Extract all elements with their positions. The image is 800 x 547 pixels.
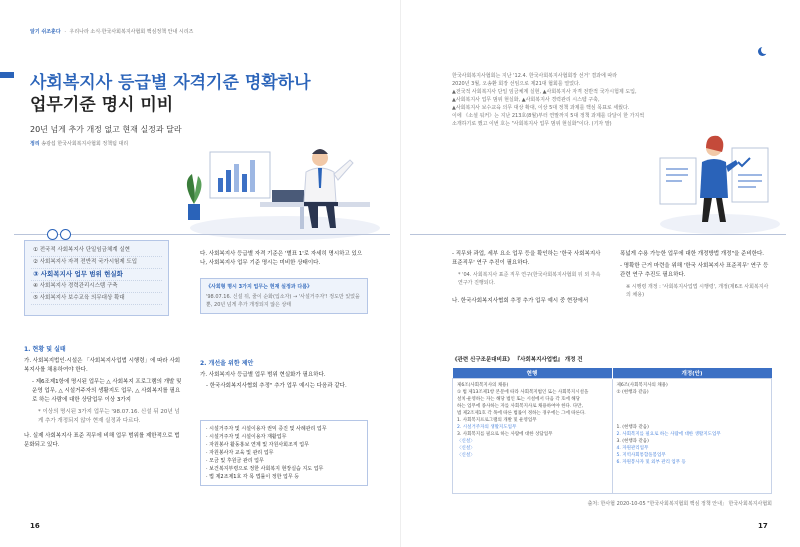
- header-breadcrumb: 알기 쉬조훈다 · 우리나라 소식·한국사회복지사협회 핵심정책 안내 시리즈: [30, 29, 194, 35]
- column-2-proposal: 2. 개선을 위한 제안 가. 사회복지사 등급별 업무 범위 현실화가 필요하다. - 한국사회복지사협회 추정" 추가 업무 예시는 다음과 같다.: [200, 358, 368, 391]
- duties-box: · 시설거주자 및 시설이용자 권익 증진 및 사례관리 업무 · 시설거주자 및 시설이용자 재활업무 · 자원봉사 활동홍보 연계 및 자원사회조직 업무 · 자원봉사자 교육 및 관리 업무 · 모금 및 후원금 관리 업무 · 보건복지부령으로 정한 사회복지 현장실습 지도 업무 · 법 제2조제1호 각 목 법률이 정한 업무 등: [200, 420, 368, 486]
- header-tag: 알기 쉬조훈다: [30, 29, 61, 35]
- table-caption: 《관련 신구조문대비표》 『사회복지사업법』 개정 건: [452, 357, 583, 363]
- section-heading-1: 1. 현황 및 실태: [24, 346, 66, 353]
- column-4: 폭넓게 수용 가능한 업무에 대한 개정방법 개정"을 준비한다. - 명확한 근거 마련을 위해 '한국 사회복지사 표준직무' 연구 등 관련 연구 추진도 필요하다. ※ 시행령 개정 : '사회복지사업법 시행령', 개정(제6조 사회복지사의 채용): [620, 251, 769, 298]
- moon-icon: [758, 47, 767, 56]
- toc-item-5: ⑤ 사회복지사 보수교육 의무대상 확대: [31, 293, 162, 305]
- divider-circle: [47, 229, 58, 240]
- table-cell-current: 제6조(사회복지사의 채용) ① 법 제13조제1항 본문에 따라 사회복지법인 또는 사회복지시설을 설치·운영하는 자는 해당 법인 또는 시설에서 다음 각 호에 해당 하는 업무에 종사하는 자를 사회복지사로 채용하여야 한다. 다만, 법 제2조제1호 각 목에 따른 법률이 정하는 경우에는 그에 따른다. 1. 사회복지프로그램의 개발 및 운영업무 2. 시설거주자의 생활지도업무 3. 사회복지를 필요로 하는 사람에 대한 상담업무 〈신설〉 〈신설〉 〈신설〉: [453, 379, 613, 494]
- subtitle: 20년 넘게 추가 개정 없고 현재 실정과 달라: [30, 125, 182, 134]
- page-number-left: 16: [30, 522, 40, 530]
- table-header-revised: 개정(안): [612, 368, 772, 379]
- policy-toc: [24, 240, 169, 316]
- divider-right: [410, 234, 786, 235]
- table-source: 출처: 한사협 2020-10-05 "한국사회복지협회 핵심 정책 안내」 한국사회복지사협회: [587, 501, 772, 507]
- section-heading-2: 2. 개선을 위한 제안: [200, 360, 254, 367]
- toc-item-3-active: ③ 사회복지사 업무 범위 현실화: [31, 269, 162, 281]
- quote-box: 《사회형 명시 3가지 업무는 현재 실정과 다름》 '98.07.16. 신설 뒤, 줄이 순화(입소자) → '사설거주자'! 정도만 있었을 뿐, 20년 넘게 추가 개정되지 않은 상태: [200, 278, 368, 314]
- title-line2: 업무기준 명시 미비: [30, 95, 174, 115]
- law-comparison-table: [452, 356, 772, 508]
- toc-item-2: ② 사회복지사 자격 전반적 국가시험제 도입: [31, 257, 162, 269]
- table-header-current: 현행: [453, 368, 613, 379]
- toc-item-1: ① 전국적 사회복지사 단일임금체계 실현: [31, 245, 162, 257]
- column-1: 1. 현황 및 실태 가. 사회복지법인·시설은 「사회복지사업법 시행령」에 따라 사회복지사를 채용하여야 한다. - 제6조제1항에 명시된 업무는 △ 사회복지 프로그램의 개발 및 운영 업무, △ 시설거주자의 생활지도 업무, △ 사회복지를 필요로 하는 사람에 대한 상담업무 이상 3가지 * 이상의 명시된 3가지 업무는 '98.07.16. 신설 뒤 20년 넘게 추가 개정되지 않아 현재 실정과 다르다. 나. 실제 사회복지사 표준 직무에 비해 업무 범위를 제한적으로 법문화되고 있다.: [24, 344, 184, 450]
- byline: 정리 송광섭 한국사회복지사협회 정책팀 대리: [30, 141, 129, 147]
- divider-circle: [60, 229, 71, 240]
- header-series: 우리나라 소식·한국사회복지사협회 핵심정책 안내 시리즈: [69, 29, 194, 35]
- man-at-desk-illustration: [180, 130, 390, 240]
- title-line1: 사회복지사 등급별 자격기준 명확하나: [30, 73, 311, 93]
- column-3: - 직무와 과업, 세부 요소 업무 등을 확인하는 '한국 사회복지사 표준직무' 연구 추진이 필요하다. * '04. 사회복지사 표준 직무 연구(한국사회복지사협회 뒤 외 추속 연구가 진행되다. 나. 한국사회복지사협회 추정 추가 업무 예시 중 현장에서: [452, 251, 601, 304]
- accent-bar: [0, 72, 14, 78]
- page-number-right: 17: [758, 522, 768, 530]
- page-fold: [400, 0, 401, 547]
- woman-with-document-illustration: [640, 118, 790, 238]
- toc-item-4: ④ 사회복지사 경력관리시스템 구축: [31, 281, 162, 293]
- table-cell-revised: 제6조(사회복지사의 채용) ① (현행과 같음) 1. (현행과 같음) 2. 사회복지를 필요로 하는 사람에 대한 생활지도업무 3. (현행과 같음) 4. 자원관리업무 5. 지역사회통합돌봄업무 6. 자원봉사자 및 외부 관리 업무 등: [612, 379, 772, 494]
- column-2: 다. 사회복지사 등급별 자격 기준은 '별표 1'로 자세히 명시하고 있으나, 사회복지사 업무 기준 명시는 미비한 상태이다. 《사회형 명시 3가지 업무는 현재 실정과 다름》 '98.07.16. 신설 뒤, 줄이 순화(입소자) → '사설거주자'! 정도만 있었을 뿐, 20년 넘게 추가 개정되지 않은 상태: [200, 250, 368, 314]
- intro-text: 한국사회복지사협회는 지난 '12.4. 한국사회복지사협회장 선거' 결과에 따라 2020년 3월, 오송환 회장 선임으로 제21대 협회를 열었다. ▲전국적 사회복지사 단일 임금체계 실현, ▲사회복지사 자격 전반적 국가시험제 도입, ▲사회복지사 업무 범위 현실화, ▲사회복지사 경력관리 시스템 구축, ▲사회복지사 보수교육 의무 대상 확대, 이상 5대 정책 과제를 핵심 목표로 세웠다. 이에 《소셜 워커》는 지난 213호(8월)부터 연말까지 5대 정책 과제를 다달이 한 가지씩 소개하기로 했고 이번 호는 "사회복지사 업무 범위 현실화"이다. (기자 말): [452, 73, 645, 127]
